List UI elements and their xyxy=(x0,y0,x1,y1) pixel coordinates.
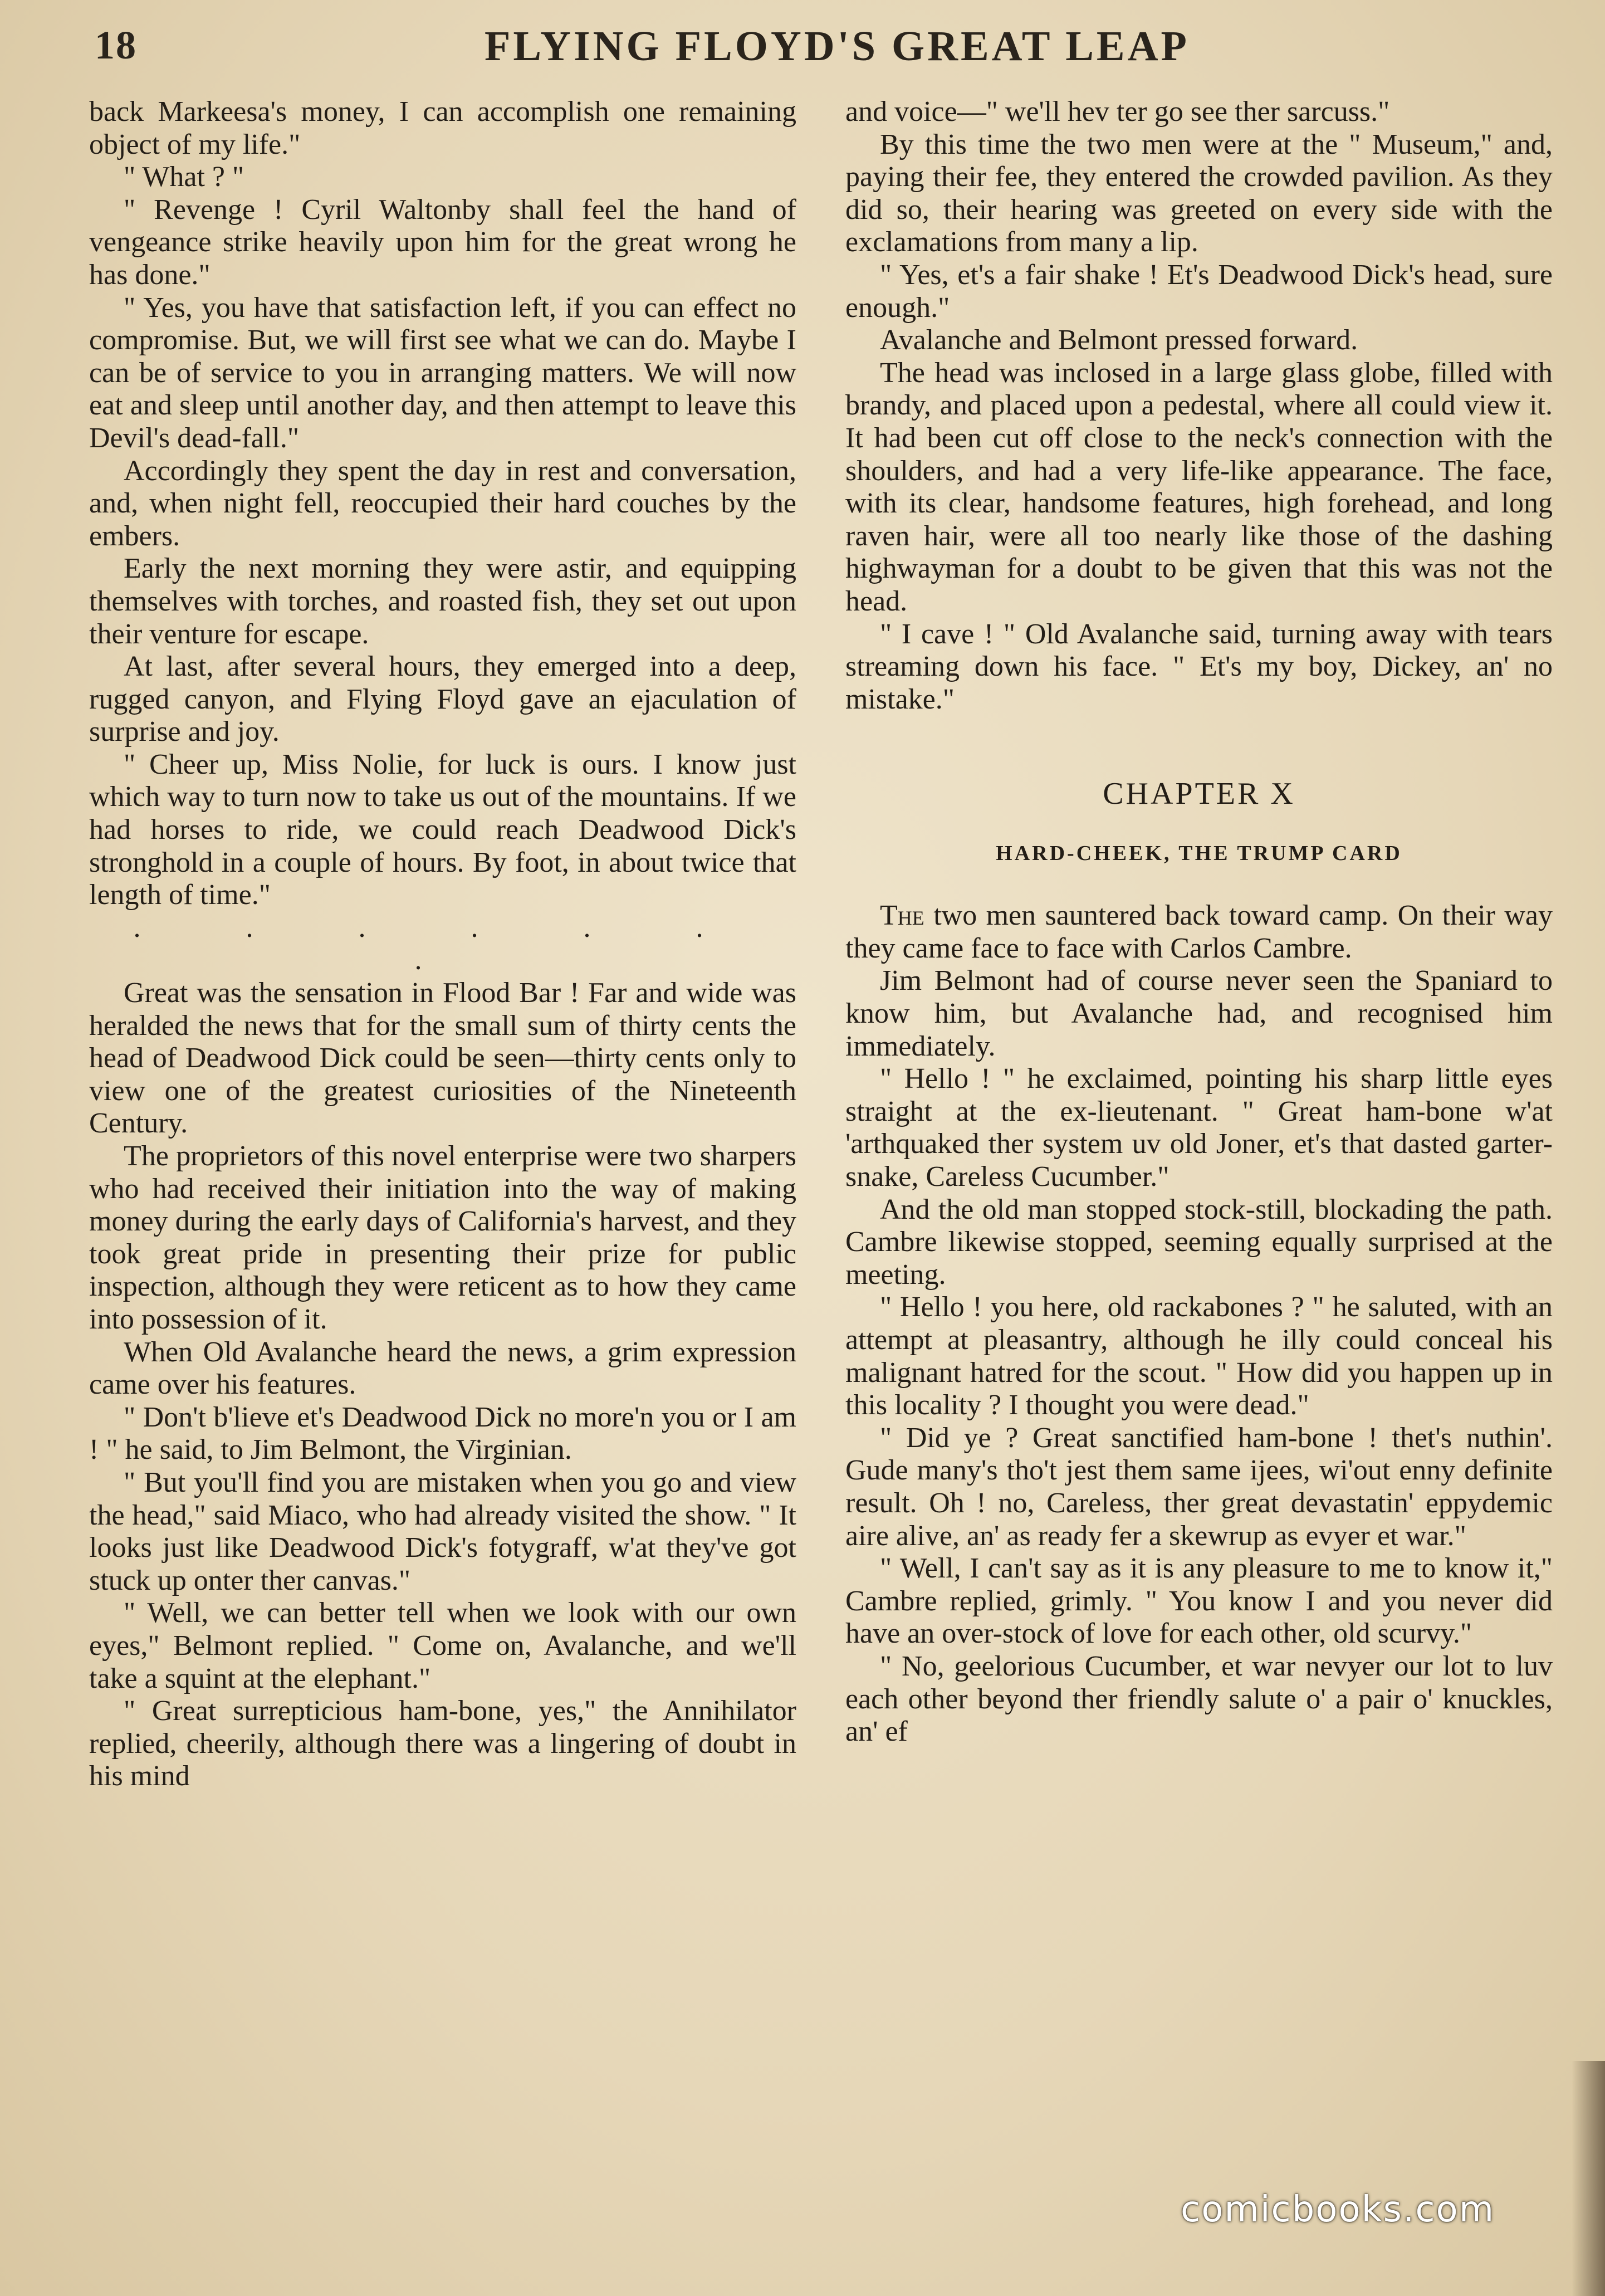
paragraph: " But you'll find you are mistaken when you go and view the head," said Miaco, who had already visited the show. " It looks just like Deadwood Dick's fotygraff, w'at they've got stuck up onter ther canvas." xyxy=(89,1466,796,1596)
paragraph: The head was inclosed in a large glass globe, filled with brandy, and placed upon a pedestal, where all could view it. It had been cut off close to the neck's connection with the shoulders, and had a very life-like appearance. The face, with its clear, handsome features, high forehead, and long raven hair, were all too nearly like those of the dashing highwayman for a doubt to be given that this was not the head. xyxy=(845,356,1553,617)
paragraph: Early the next morning they were astir, and equipping themselves with torches, and roasted fish, they set out upon their venture for escape. xyxy=(89,553,796,650)
paragraph: " Yes, you have that satisfaction left, if you can effect no compromise. But, we will first see what we can do. Maybe I can be of service to you in arranging matters. We will now eat and sleep until another day, and then attempt to leave this Devil's dead-fall." xyxy=(89,291,796,454)
paragraph: Jim Belmont had of course never seen the Spaniard to know him, but Avalanche had, and recognised him immediately. xyxy=(845,965,1553,1062)
paragraph: By this time the two men were at the " Museum," and, paying their fee, they entered the crowded pavilion. As they did so, their hearing was greeted on every side with the exclamations from many a lip. xyxy=(845,128,1553,258)
paragraph: " I cave ! " Old Avalanche said, turning away with tears streaming down his face. " Et's my boy, Dickey, an' no mistake." xyxy=(845,618,1553,715)
paragraph: " Cheer up, Miss Nolie, for luck is ours. I know just which way to turn now to take us out of the mountains. If we had horses to ride, we could reach Deadwood Dick's stronghold in a couple of hours. By foot, in about twice that length of time." xyxy=(89,748,796,911)
running-title: FLYING FLOYD'S GREAT LEAP xyxy=(485,23,1190,70)
paragraph: back Markeesa's money, I can accomplish one remaining object of my life." xyxy=(89,96,796,160)
paragraph: " No, geelorious Cucumber, et war nevyer our lot to luv each other beyond ther friendly salute o' a pair o' knuckles, an' ef xyxy=(845,1650,1553,1748)
chapter-subtitle: HARD-CHEEK, THE TRUMP CARD xyxy=(996,842,1402,866)
paragraph: " What ? " xyxy=(124,161,244,193)
paragraph: " Well, we can better tell when we look with our own eyes," Belmont replied. " Come on, Avalanche, and we'll take a squint at the elephant." xyxy=(89,1597,796,1694)
section-break-dots: . . . . . . . xyxy=(133,911,752,976)
paragraph: " Don't b'lieve et's Deadwood Dick no more'n you or I am ! " he said, to Jim Belmont, the Virginian. xyxy=(89,1401,796,1466)
paragraph: " Great surrepticious ham-bone, yes," the Annihilator replied, cheerily, although there was a lingering of doubt in his mind xyxy=(89,1695,796,1792)
paragraph: " Well, I can't say as it is any pleasure to me to know it," Cambre replied, grimly. " You know I and you never did have an over-stock of love for each other, old scurvy." xyxy=(845,1552,1553,1650)
page-edge-shadow xyxy=(1572,2061,1605,2296)
page-number: 18 xyxy=(95,23,137,67)
paragraph: " Yes, et's a fair shake ! Et's Deadwood Dick's head, sure enough." xyxy=(845,258,1553,324)
watermark: comicbooks.com xyxy=(1181,2189,1495,2230)
paragraph: " Revenge ! Cyril Waltonby shall feel the hand of vengeance strike heavily upon him for the great wrong he has done." xyxy=(89,193,796,291)
page-header xyxy=(95,22,1543,78)
paragraph: At last, after several hours, they emerged into a deep, rugged canyon, and Flying Floyd gave an ejaculation of surprise and joy. xyxy=(89,651,796,748)
paragraph: " Hello ! " he exclaimed, pointing his sharp little eyes straight at the ex-lieutenant. " Great ham-bone w'at 'arthquaked ther system uv old Joner, et's that dasted garter-snake, Careless Cucumber." xyxy=(845,1063,1553,1193)
paragraph: The proprietors of this novel enterprise were two sharpers who had received their initiation into the way of making money during the early days of California's harvest, and they took great pride in presenting their prize for public inspection, although they were reticent as to how they came into possession of it. xyxy=(89,1140,796,1335)
paragraph: When Old Avalanche heard the news, a grim expression came over his features. xyxy=(89,1336,796,1401)
chapter-opening-paragraph xyxy=(845,900,1553,965)
chapter-heading: CHAPTER X xyxy=(1103,776,1295,812)
opening-text: two men sauntered back toward camp. On their way they came face to face with Carlos Cambre. xyxy=(845,900,1553,964)
paragraph: Avalanche and Belmont pressed forward. xyxy=(880,324,1358,356)
right-column xyxy=(845,96,1553,2201)
drop-word: The xyxy=(880,900,924,932)
paragraph: Great was the sensation in Flood Bar ! Far and wide was heralded the news that for the small sum of thirty cents the head of Deadwood Dick could be seen—thirty cents only to view one of the greatest curiosities of the Nineteenth Century. xyxy=(89,977,796,1140)
paragraph: And the old man stopped stock-still, blockading the path. Cambre likewise stopped, seeming equally surprised at the meeting. xyxy=(845,1193,1553,1291)
left-column xyxy=(89,96,796,2201)
paragraph: Accordingly they spent the day in rest and conversation, and, when night fell, reoccupied their hard couches by the embers. xyxy=(89,455,796,552)
paragraph: " Did ye ? Great sanctified ham-bone ! thet's nuthin'. Gude many's tho't jest them same ijees, wi'out enny definite result. Oh ! no, Careless, ther great devastatin' eppydemic aire alive, an' as ready fer a skewrup as evyer et war." xyxy=(845,1421,1553,1552)
paragraph: " Hello ! you here, old rackabones ? " he saluted, with an attempt at pleasantry, although he illy could conceal his malignant hatred for the scout. " How did you happen up in this locality ? I thought you were dead." xyxy=(845,1291,1553,1421)
paragraph: and voice—" we'll hev ter go see ther sarcuss." xyxy=(845,96,1390,128)
